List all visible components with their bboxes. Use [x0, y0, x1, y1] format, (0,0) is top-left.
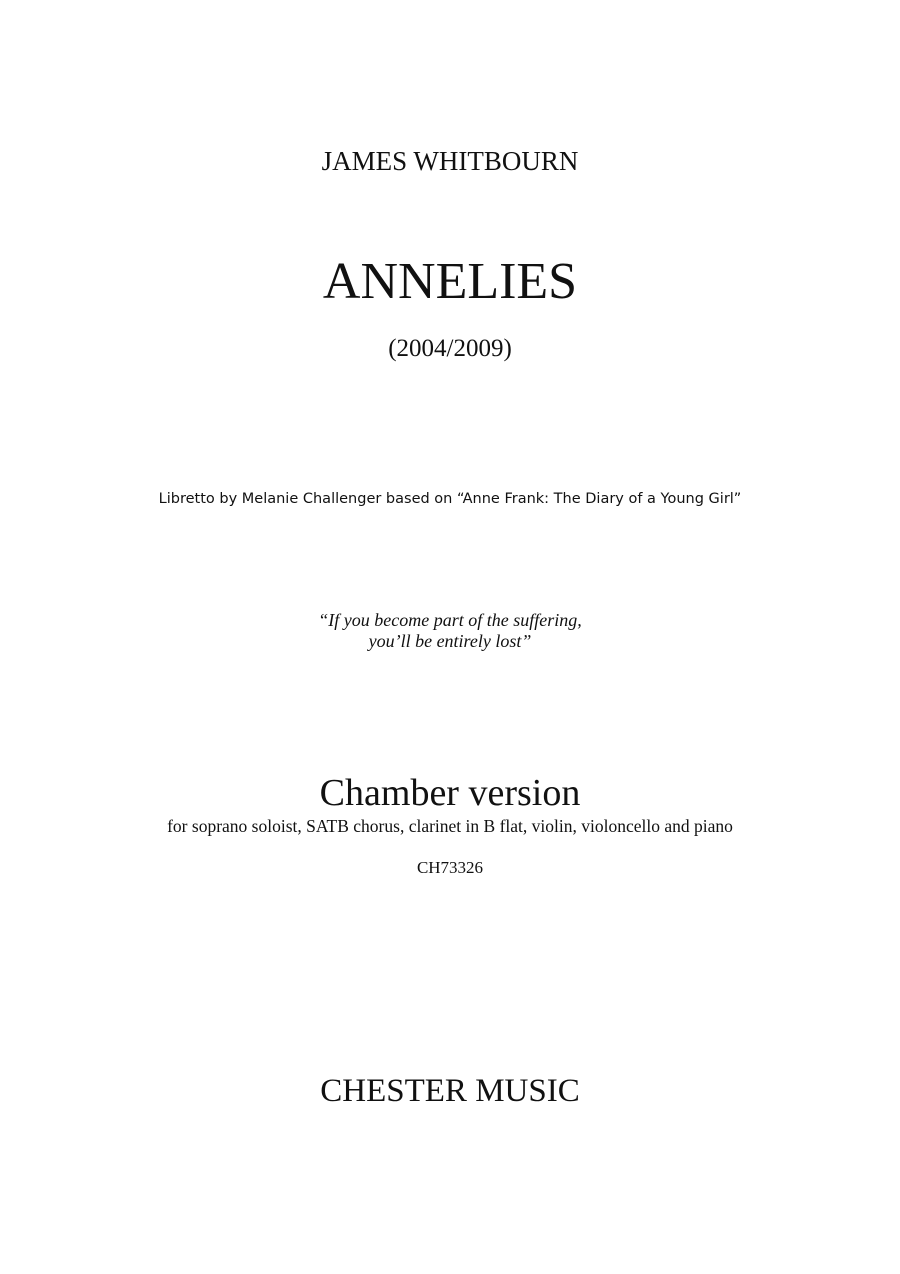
- publisher-name: CHESTER MUSIC: [320, 1073, 580, 1109]
- work-title: ANNELIES: [322, 253, 578, 310]
- version-heading: Chamber version: [319, 772, 581, 814]
- composition-years: (2004/2009): [388, 335, 512, 362]
- epigraph-line-1: “If you become part of the suffering,: [318, 610, 582, 630]
- epigraph-line-2: you’ll be entirely lost”: [368, 631, 532, 651]
- composer-name: JAMES WHITBOURN: [321, 146, 579, 176]
- instrumentation: for soprano soloist, SATB chorus, clarinet in B flat, violin, violoncello and piano: [167, 816, 733, 836]
- libretto-credit: Libretto by Melanie Challenger based on “Anne Frank: The Diary of a Young Girl”: [158, 491, 742, 507]
- catalog-number: CH73326: [416, 858, 484, 877]
